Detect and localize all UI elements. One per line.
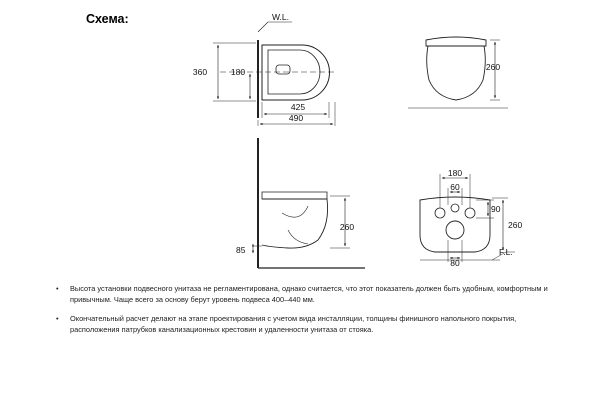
note-text: Окончательный расчет делают на этапе проектирования с учетом вида инсталляции, толщины финишного напольного покрытия, расположения патрубков канализационных крестовин и удаленности унитаза от стояка. [70, 314, 517, 334]
dim-425-label: 425 [290, 102, 306, 112]
dim-80-label: 80 [450, 258, 460, 268]
dim-90-label: 90 [491, 204, 501, 214]
dim-180-top-label: 180 [230, 67, 246, 77]
notes-list [56, 283, 556, 343]
dim-360-label: 360 [192, 67, 208, 77]
dim-85-label: 85 [236, 245, 246, 255]
fl-label: F.L. [499, 247, 513, 257]
dim-260-side-label: 260 [339, 222, 355, 232]
dim-60-label: 60 [450, 182, 460, 192]
note-item [56, 283, 556, 305]
wl-label: W.L. [272, 12, 290, 22]
dim-260-rear-label: 260 [508, 220, 523, 230]
dim-260-front-label: 260 [485, 62, 501, 72]
note-item [56, 313, 556, 335]
bullet-icon: • [56, 314, 59, 323]
bullet-icon: • [56, 284, 59, 293]
side-view [253, 138, 365, 268]
dim-490-label: 490 [288, 113, 304, 123]
dim-180-rear-label: 180 [447, 168, 463, 178]
note-text: Высота установки подвесного унитаза не регламентирована, однако считается, что этот показатель должен быть удобным, комфортным и привычным. Чаще всего за основу берут уровень подвеса 400–440 мм. [70, 284, 548, 304]
page-title: Схема: [86, 12, 129, 26]
front-view [408, 37, 508, 108]
